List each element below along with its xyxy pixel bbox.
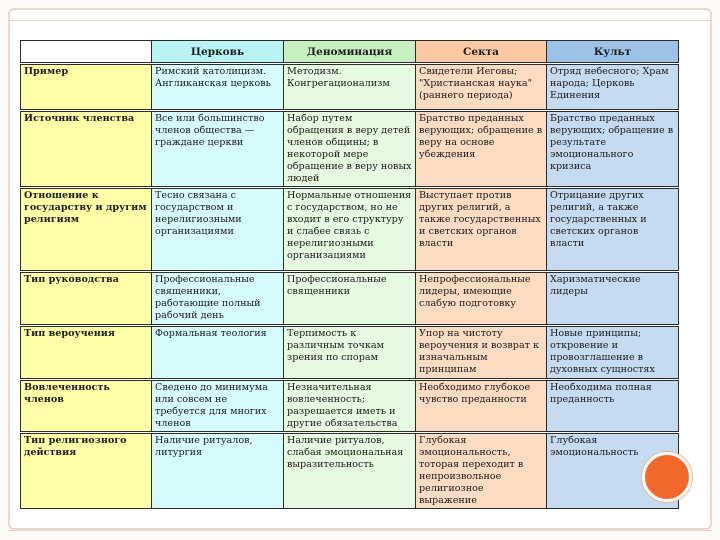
header-church: Церковь	[152, 41, 284, 64]
cell-cult: Новые принципы; откровение и провозглашение в духовных сущностях	[547, 326, 679, 380]
cell-denomination: Профессиональные священники	[284, 272, 416, 326]
row-label: Тип религиозного действия	[21, 433, 152, 509]
cell-sect: Свидетели Иеговы; "Христианская наука" (раннего периода)	[416, 64, 547, 111]
table-row	[21, 272, 679, 326]
cell-church: Сведено до минимума или совсем не требуется для многих членов	[152, 380, 284, 433]
cell-church: Римский католицизм. Англиканская церковь	[152, 64, 284, 111]
cell-denomination: Набор путем обращения в веру детей членов общины; в некоторой мере обращение в веру новых людей	[284, 111, 416, 188]
cell-denomination: Методизм. Конгрегационализм	[284, 64, 416, 111]
cell-cult: Необходима полная преданность	[547, 380, 679, 433]
header-cult: Культ	[547, 41, 679, 64]
header-sect: Секта	[416, 41, 547, 64]
cell-sect: Братство преданных верующих; обращение в веру на основе убеждения	[416, 111, 547, 188]
cell-sect: Упор на чистоту вероучения и возврат к изначальным принципам	[416, 326, 547, 380]
row-label: Тип руководства	[21, 272, 152, 326]
table-row	[21, 326, 679, 380]
header-denomination: Деноминация	[284, 41, 416, 64]
table-row	[21, 380, 679, 433]
cell-sect: Глубокая эмоциональность, тоторая переходит в непроизвольное религиозное выражение	[416, 433, 547, 509]
cell-church: Профессиональные священники, работающие полный рабочий день	[152, 272, 284, 326]
cell-denomination: Наличие ритуалов, слабая эмоциональная выразительность	[284, 433, 416, 509]
table-row	[21, 433, 679, 509]
cell-sect: Непрофессиональные лидеры, имеющие слабую подготовку	[416, 272, 547, 326]
row-label: Отношение к государству и другим религиям	[21, 188, 152, 272]
row-label: Пример	[21, 64, 152, 111]
row-label: Тип вероучения	[21, 326, 152, 380]
bottom-rule-line	[8, 530, 712, 531]
comparison-table	[20, 40, 679, 509]
top-rule-line	[8, 20, 712, 21]
cell-cult: Харизматические лидеры	[547, 272, 679, 326]
cell-denomination: Терпимость к различным точкам зрения по спорам	[284, 326, 416, 380]
table-row	[21, 111, 679, 188]
cell-cult: Отряд небесного; Храм народа; Церковь Единения	[547, 64, 679, 111]
decorative-orange-circle	[642, 452, 692, 502]
table-row	[21, 188, 679, 272]
cell-church: Наличие ритуалов, литургия	[152, 433, 284, 509]
cell-denomination: Нормальные отношения с государством, но не входит в его структуру и слабее связь с нерелигиозными организациями	[284, 188, 416, 272]
cell-cult: Отрицание других религий, а также государственных и светских органов власти	[547, 188, 679, 272]
cell-cult: Братство преданных верующих; обращение в результате эмоционального кризиса	[547, 111, 679, 188]
header-empty	[21, 41, 152, 64]
cell-church: Все или большинство членов общества — граждане церкви	[152, 111, 284, 188]
cell-sect: Необходимо глубокое чувство преданности	[416, 380, 547, 433]
cell-sect: Выступает против других религий, а также государственных и светских органов власти	[416, 188, 547, 272]
row-label: Источник членства	[21, 111, 152, 188]
cell-church: Формальная теология	[152, 326, 284, 380]
header-row	[21, 41, 679, 64]
row-label: Вовлеченность членов	[21, 380, 152, 433]
cell-cult: Глубокая эмоциональность	[547, 433, 679, 509]
table-row	[21, 64, 679, 111]
cell-denomination: Незначительная вовлеченность; разрешается иметь и другие обязательства	[284, 380, 416, 433]
cell-church: Тесно связана с государством и нерелигиозными организациями	[152, 188, 284, 272]
